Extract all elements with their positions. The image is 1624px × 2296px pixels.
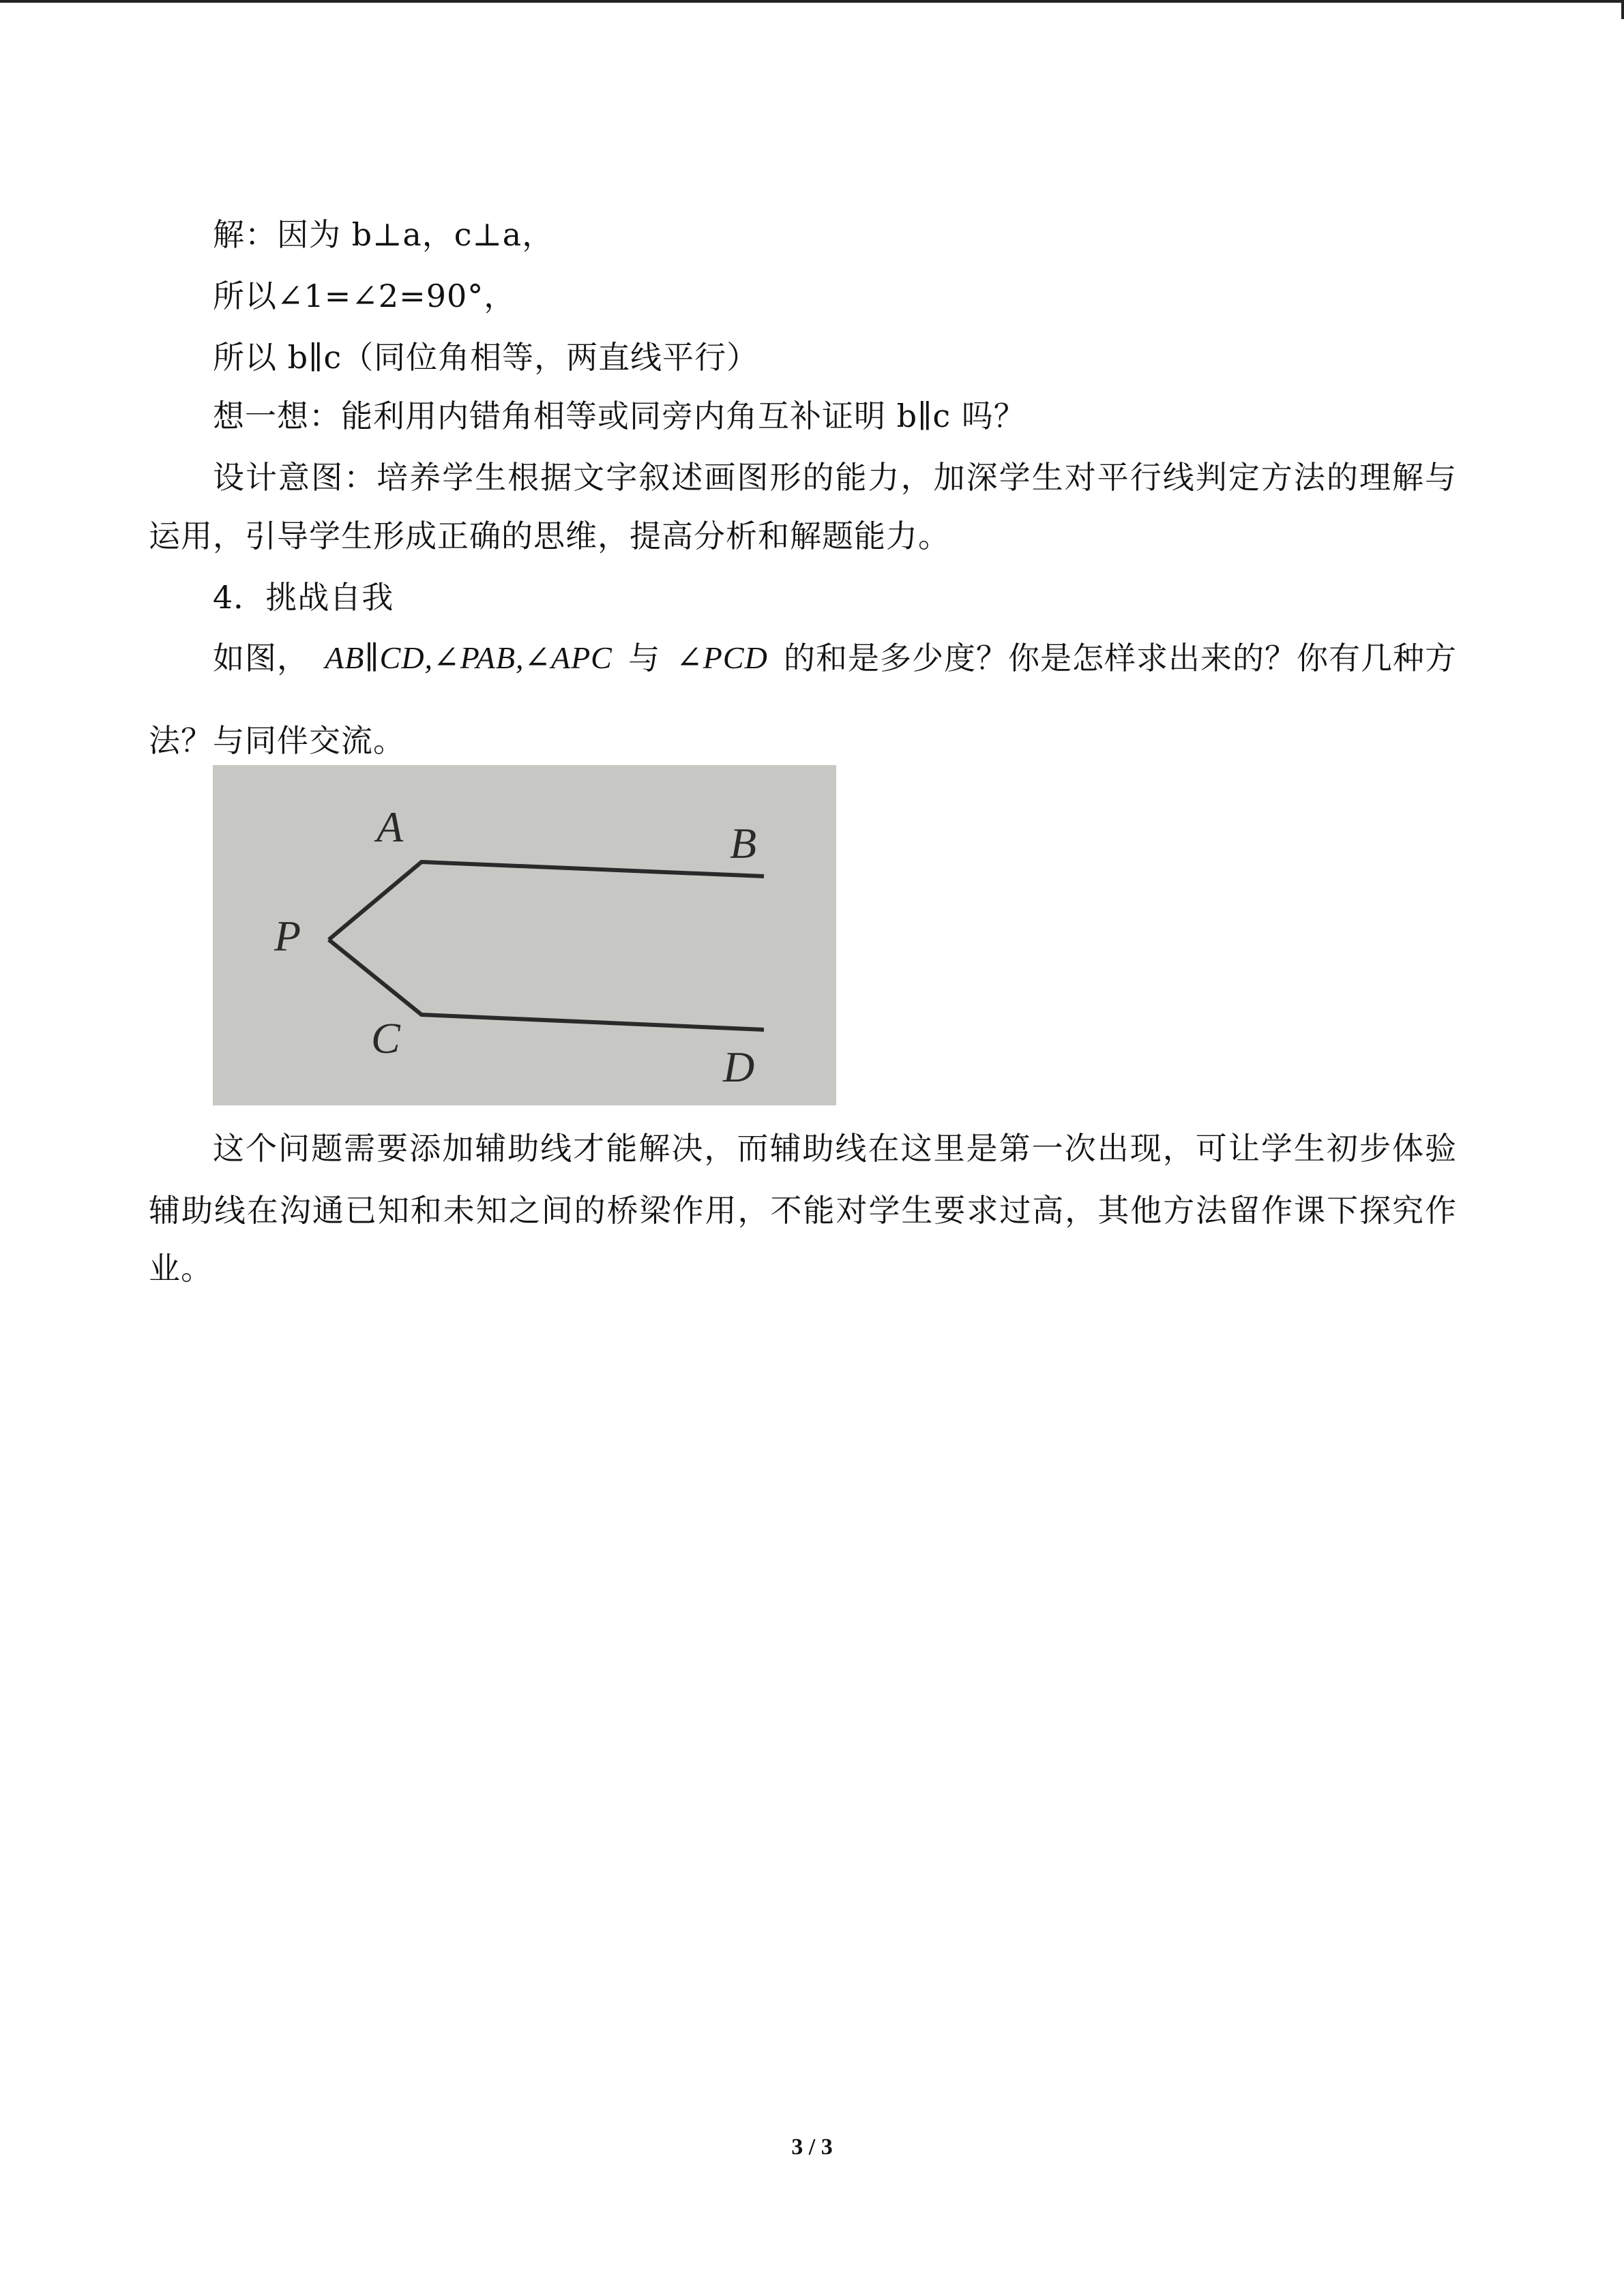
conclusion-line: 所以 b∥c（同位角相等，两直线平行） (213, 339, 759, 376)
explanation-line-1: 这个问题需要添加辅助线才能解决，而辅助线在这里是第一次出现，可让学生初步体验 (213, 1130, 1457, 1167)
angle-equation-line: 所以∠1=∠2=90°， (213, 278, 516, 314)
design-intent-line-1: 设计意图：培养学生根据文字叙述画图形的能力，加深学生对平行线判定方法的理解与 (213, 459, 1457, 496)
question-connector: 与 (628, 640, 661, 676)
design-intent-line-2: 运用，引导学生形成正确的思维，提高分析和解题能力。 (149, 518, 950, 554)
question-math-expression-2: ∠PCD (676, 640, 768, 675)
question-math-expression: AB∥CD,∠PAB,∠APC (325, 640, 612, 675)
question-prefix: 如图， (213, 640, 309, 676)
section-heading: 4．挑战自我 (213, 579, 394, 616)
challenge-question-line-2: 法？与同伴交流。 (149, 722, 405, 759)
question-suffix: 的和是多少度？你是怎样求出来的？你有几种方 (783, 640, 1457, 676)
solution-line: 解：因为 b⊥a，c⊥a， (213, 216, 555, 253)
upper-ray-pab (329, 862, 764, 940)
explanation-line-3: 业。 (149, 1250, 213, 1287)
page-number: 3 / 3 (791, 2134, 833, 2160)
explanation-line-2: 辅助线在沟通已知和未知之间的桥梁作用，不能对学生要求过高，其他方法留作课下探究作 (149, 1192, 1457, 1229)
label-d: D (723, 1043, 755, 1091)
think-question-line: 想一想：能利用内错角相等或同旁内角互补证明 b∥c 吗？ (213, 398, 1026, 434)
label-c: C (371, 1014, 400, 1062)
page-corner-border (1621, 0, 1624, 19)
label-a: A (377, 803, 404, 851)
page-top-border (0, 0, 1624, 3)
label-b: B (730, 819, 757, 867)
label-p: P (274, 912, 301, 960)
challenge-question-line-1 (213, 638, 1457, 679)
parallel-lines-figure (213, 765, 836, 1105)
figure-svg (213, 765, 836, 1105)
